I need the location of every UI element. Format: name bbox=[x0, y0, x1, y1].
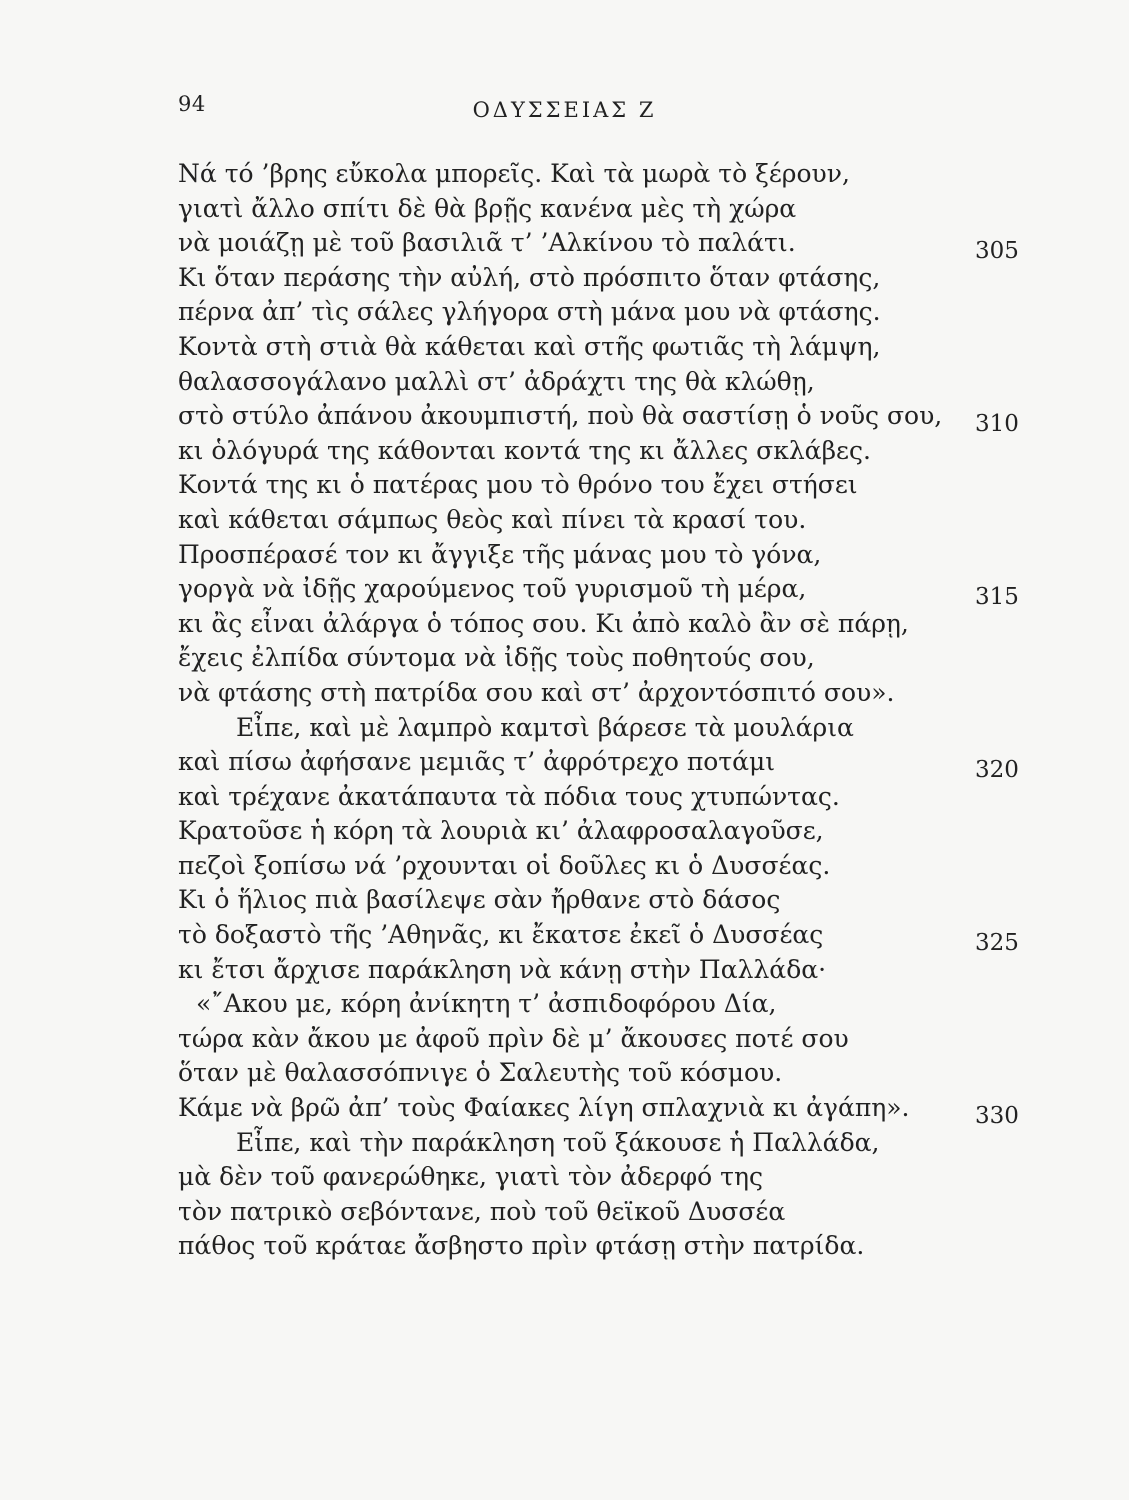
verse-block bbox=[178, 157, 1078, 1264]
verse-text: τὸ δοξαστὸ τῆς ’Αθηνᾶς, κι ἔκατσε ἐκεῖ ὁ Δυσσέας bbox=[178, 920, 824, 950]
verse-line bbox=[178, 711, 1078, 746]
verse-line bbox=[178, 1160, 1078, 1195]
verse-line bbox=[178, 1126, 1078, 1161]
verse-line bbox=[178, 434, 1078, 469]
verse-text: κι ἂς εἶναι ἀλάργα ὁ τόπος σου. Κι ἀπὸ καλὸ ἂν σὲ πάρῃ, bbox=[178, 608, 909, 638]
verse-text: Νά τό ’βρης εὔκολα μπορεῖς. Καὶ τὰ μωρὰ τὸ ξέρουν, bbox=[178, 159, 850, 188]
verse-line bbox=[178, 780, 1078, 815]
verse-line bbox=[178, 883, 1078, 918]
verse-line bbox=[178, 1056, 1078, 1091]
verse-text: πάθος τοῦ κράταε ἄσβηστο πρὶν φτάσῃ στὴν πατρίδα. bbox=[178, 1231, 865, 1261]
verse-text: νὰ φτάσης στὴ πατρίδα σου καὶ στ’ ἀρχοντόσπιτό σου». bbox=[178, 677, 895, 707]
verse-text: Κοντά της κι ὁ πατέρας μου τὸ θρόνο του ἔχει στήσει bbox=[178, 470, 858, 500]
verse-text: γοργὰ νὰ ἰδῇς χαρούμενος τοῦ γυρισμοῦ τὴ μέρα, bbox=[178, 574, 807, 604]
page-number: 94 bbox=[178, 92, 206, 116]
verse-line bbox=[178, 399, 1078, 438]
verse-line bbox=[178, 1022, 1078, 1057]
verse-line bbox=[178, 814, 1078, 849]
verse-text: γιατὶ ἄλλο σπίτι δὲ θὰ βρῇς κανένα μὲς τὴ χώρα bbox=[178, 193, 797, 223]
verse-text: Κι ὅταν περάσης τὴν αὐλή, στὸ πρόσπιτο ὅταν φτάσης, bbox=[178, 262, 881, 292]
verse-line bbox=[178, 330, 1078, 365]
verse-text: ἔχεις ἐλπίδα σύντομα νὰ ἰδῇς τοὺς ποθητούς σου, bbox=[178, 643, 815, 673]
verse-line bbox=[178, 1195, 1078, 1230]
verse-line bbox=[178, 745, 1078, 784]
line-number: 315 bbox=[975, 584, 1019, 611]
verse-text: θαλασσογάλανο μαλλὶ στ’ ἀδράχτι της θὰ κλώθῃ, bbox=[178, 366, 815, 396]
line-number: 305 bbox=[975, 238, 1019, 265]
line-number: 320 bbox=[975, 757, 1019, 784]
line-number: 325 bbox=[975, 930, 1019, 957]
verse-text: πέρνα ἀπ’ τὶς σάλες γλήγορα στὴ μάνα μου νὰ φτάσης. bbox=[178, 297, 881, 327]
running-head: ΟΔΥΣΣΕΙΑΣ Ζ bbox=[472, 98, 657, 122]
verse-text: νὰ μοιάζῃ μὲ τοῦ βασιλιᾶ τ’ ’Αλκίνου τὸ παλάτι. bbox=[178, 228, 796, 258]
verse-text: πεζοὶ ξοπίσω νά ’ρχουνται οἱ δοῦλες κι ὁ Δυσσέας. bbox=[178, 850, 831, 880]
verse-line bbox=[178, 261, 1078, 296]
verse-text: «῎Ακου με, κόρη ἀνίκητη τ’ ἀσπιδοφόρου Δία, bbox=[196, 989, 777, 1019]
verse-text: κι ἔτσι ἄρχισε παράκληση νὰ κάνῃ στὴν Παλλάδα· bbox=[178, 954, 827, 984]
verse-line bbox=[178, 503, 1078, 538]
verse-text: Εἶπε, καὶ τὴν παράκληση τοῦ ξάκουσε ἡ Παλλάδα, bbox=[236, 1127, 880, 1157]
verse-line bbox=[178, 641, 1078, 676]
verse-line bbox=[178, 192, 1078, 227]
verse-text: Κι ὁ ἥλιος πιὰ βασίλεψε σὰν ἤρθανε στὸ δάσος bbox=[178, 885, 781, 915]
verse-text: Προσπέρασέ τον κι ἄγγιξε τῆς μάνας μου τὸ γόνα, bbox=[178, 539, 822, 569]
line-number: 310 bbox=[975, 411, 1019, 438]
verse-text: καὶ πίσω ἀφήσανε μεμιᾶς τ’ ἀφρότρεχο ποτάμι bbox=[178, 747, 776, 777]
verse-line bbox=[178, 226, 1078, 265]
verse-line bbox=[178, 676, 1078, 711]
verse-text: Κρατοῦσε ἡ κόρη τὰ λουριὰ κι’ ἀλαφροσαλαγοῦσε, bbox=[178, 816, 824, 846]
verse-text: τὸν πατρικὸ σεβόντανε, ποὺ τοῦ θεϊκοῦ Δυσσέα bbox=[178, 1196, 786, 1226]
verse-line bbox=[178, 1091, 1078, 1130]
verse-line bbox=[178, 918, 1078, 957]
verse-text: καὶ κάθεται σάμπως θεὸς καὶ πίνει τὰ κρασί του. bbox=[178, 504, 807, 534]
verse-line bbox=[178, 468, 1078, 503]
verse-text: καὶ τρέχανε ἀκατάπαυτα τὰ πόδια τους χτυπώντας. bbox=[178, 781, 840, 811]
verse-line bbox=[178, 607, 1078, 642]
verse-text: στὸ στύλο ἀπάνου ἀκουμπιστή, ποὺ θὰ σαστίσῃ ὁ νοῦς σου, bbox=[178, 401, 943, 431]
verse-text: Κάμε νὰ βρῶ ἀπ’ τοὺς Φαίακες λίγη σπλαχνιὰ κι ἀγάπη». bbox=[178, 1093, 910, 1123]
verse-text: Εἶπε, καὶ μὲ λαμπρὸ καμτσὶ βάρεσε τὰ μουλάρια bbox=[236, 712, 854, 742]
verse-text: ὅταν μὲ θαλασσόπνιγε ὁ Σαλευτὴς τοῦ κόσμου. bbox=[178, 1058, 783, 1088]
verse-text: κι ὁλόγυρά της κάθονται κοντά της κι ἄλλες σκλάβες. bbox=[178, 435, 871, 465]
verse-line bbox=[178, 1229, 1078, 1264]
verse-line bbox=[178, 987, 1078, 1022]
verse-text: μὰ δὲν τοῦ φανερώθηκε, γιατὶ τὸν ἀδερφό της bbox=[178, 1162, 763, 1192]
verse-text: τώρα κὰν ἄκου με ἀφοῦ πρὶν δὲ μ’ ἄκουσες ποτέ σου bbox=[178, 1023, 849, 1053]
verse-line bbox=[178, 953, 1078, 988]
verse-line bbox=[178, 365, 1078, 400]
verse-line bbox=[178, 157, 1078, 192]
verse-line bbox=[178, 849, 1078, 884]
verse-line bbox=[178, 538, 1078, 573]
verse-line bbox=[178, 572, 1078, 611]
verse-line bbox=[178, 295, 1078, 330]
verse-text: Κοντὰ στὴ στιὰ θὰ κάθεται καὶ στῆς φωτιᾶς τὴ λάμψη, bbox=[178, 331, 881, 361]
line-number: 330 bbox=[975, 1103, 1019, 1130]
